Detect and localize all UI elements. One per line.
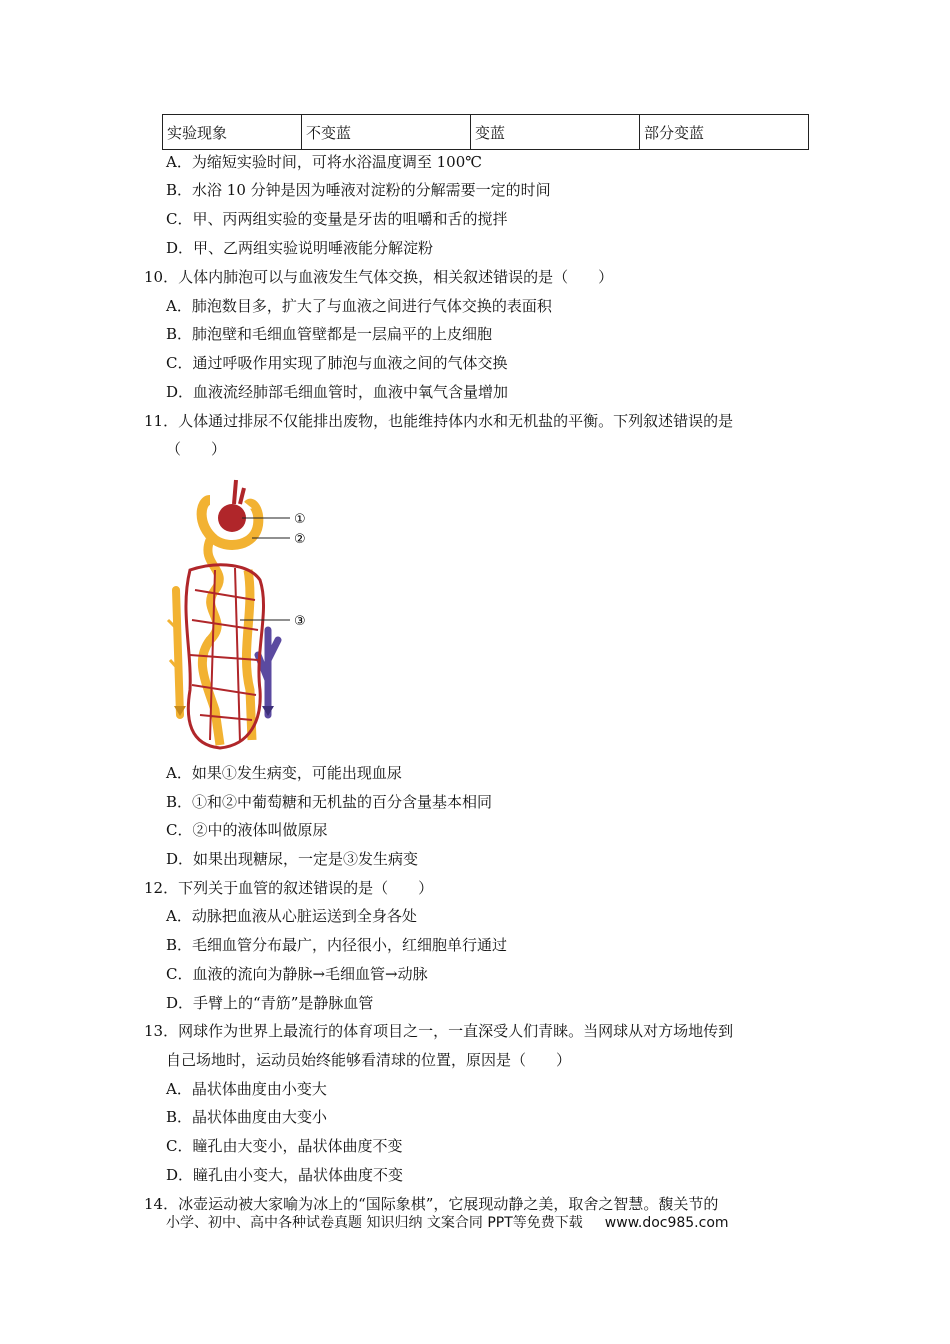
footer-text: 小学、初中、高中各种试卷真题 知识归纳 文案合同 PPT等免费下载 [166,1215,583,1231]
q11-option-c: C．②中的液体叫做原尿 [166,821,328,839]
table-cell: 部分变蓝 [640,115,809,150]
q10-option-d: D．血液流经肺部毛细血管时，血液中氧气含量增加 [166,383,509,401]
q9-option-a: A．为缩短实验时间，可将水浴温度调至 100℃ [166,153,483,171]
q12-option-d: D．手臂上的“青筋”是静脉血管 [166,994,374,1012]
collecting-duct [176,590,180,715]
table-row-header: 实验现象 [163,115,302,150]
afferent-arteriole [234,480,244,504]
q10-option-c: C．通过呼吸作用实现了肺泡与血液之间的气体交换 [166,354,508,372]
figure-label-2: ② [294,532,306,547]
q12-stem: 12．下列关于血管的叙述错误的是（ ） [144,879,434,897]
q13-stem-line2: 自己场地时，运动员始终能够看清球的位置，原因是（ ） [166,1051,572,1069]
q11-option-b: B．①和②中葡萄糖和无机盐的百分含量基本相同 [166,793,493,811]
q13-stem-line1: 13．网球作为世界上最流行的体育项目之一，一直深受人们青睐。当网球从对方场地传到 [144,1022,734,1040]
page-footer [166,1212,729,1232]
q11-option-a: A．如果①发生病变，可能出现血尿 [166,764,402,782]
q11-stem-line1: 11．人体通过排尿不仅能排出废物，也能维持体内水和无机盐的平衡。下列叙述错误的是 [144,412,734,430]
q11-option-d: D．如果出现糖尿，一定是③发生病变 [166,850,419,868]
down-arrow-icon [262,706,274,716]
q13-option-c: C．瞳孔由大变小，晶状体曲度不变 [166,1137,403,1155]
q11-stem-line2: （ ） [166,440,227,458]
q9-option-c: C．甲、丙两组实验的变量是牙齿的咀嚼和舌的搅拌 [166,210,508,228]
q12-option-a: A．动脉把血液从心脏运送到全身各处 [166,907,417,925]
experiment-table [162,114,809,150]
table-row [163,115,809,150]
q12-option-c: C．血液的流向为静脉→毛细血管→动脉 [166,965,428,983]
down-arrow-icon [174,706,186,716]
glomerulus [218,504,246,532]
q9-option-b: B．水浴 10 分钟是因为唾液对淀粉的分解需要一定的时间 [166,181,551,199]
footer-url[interactable]: www.doc985.com [604,1215,729,1231]
figure-label-3: ③ [294,614,306,629]
q13-option-a: A．晶状体曲度由小变大 [166,1080,327,1098]
q9-option-d: D．甲、乙两组实验说明唾液能分解淀粉 [166,239,434,257]
figure-label-1: ① [294,512,306,527]
table-cell: 变蓝 [471,115,640,150]
q10-stem: 10．人体内肺泡可以与血液发生气体交换，相关叙述错误的是（ ） [144,268,614,286]
q13-option-d: D．瞳孔由小变大，晶状体曲度不变 [166,1166,404,1184]
q10-option-a: A．肺泡数目多，扩大了与血液之间进行气体交换的表面积 [166,297,552,315]
table-cell: 不变蓝 [302,115,471,150]
q13-option-b: B．晶状体曲度由大变小 [166,1108,328,1126]
q14-stem-line1: 14．冰壶运动被大家喻为冰上的“国际象棋”，它展现动静之美，取舍之智慧。馥关节的 [144,1195,719,1213]
q10-option-b: B．肺泡壁和毛细血管壁都是一层扁平的上皮细胞 [166,325,493,343]
q12-option-b: B．毛细血管分布最广，内径很小，红细胞单行通过 [166,936,508,954]
nephron-diagram [160,470,330,755]
